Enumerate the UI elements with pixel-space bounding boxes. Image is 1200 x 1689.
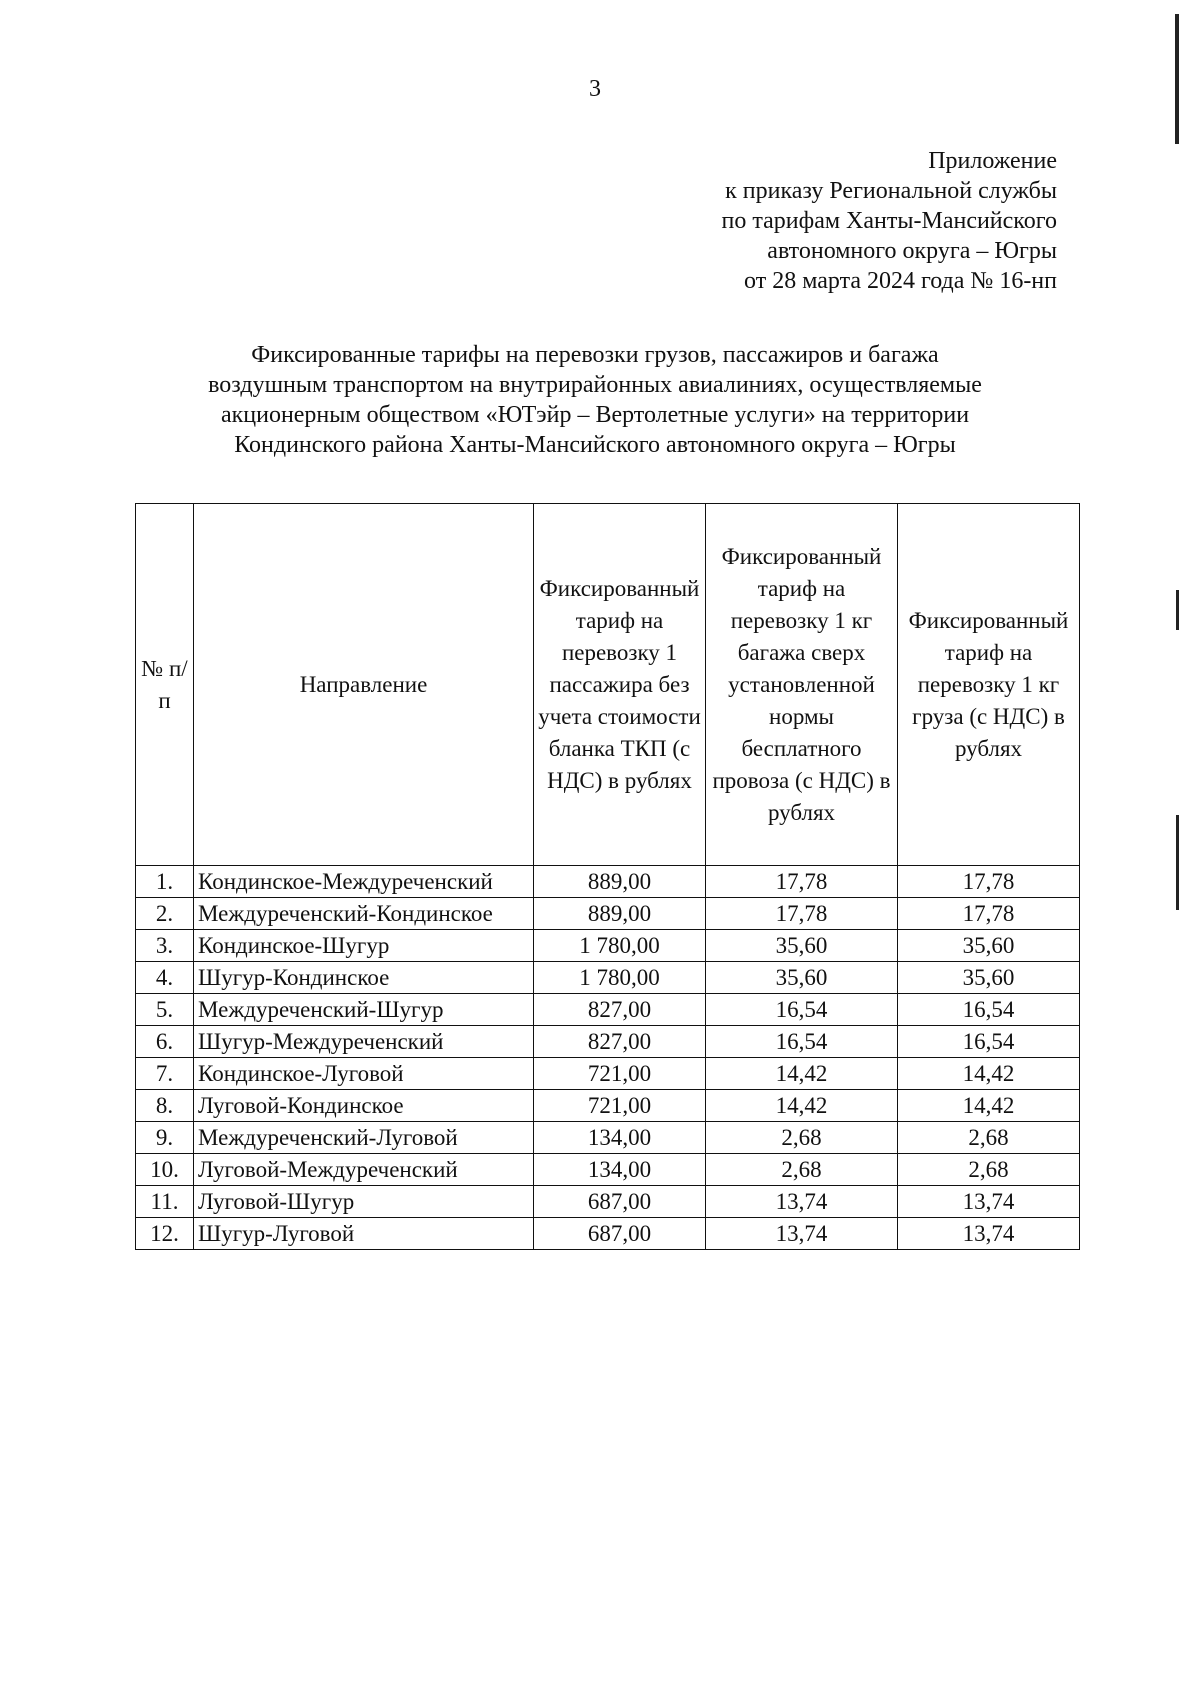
row-direction: Луговой-Шугур bbox=[194, 1186, 534, 1218]
row-num: 8. bbox=[136, 1090, 194, 1122]
table-row bbox=[136, 866, 1080, 898]
row-num: 6. bbox=[136, 1026, 194, 1058]
appendix-line: автономного округа – Югры bbox=[767, 238, 1057, 264]
scan-edge-mark bbox=[1176, 590, 1179, 630]
row-direction: Луговой-Междуреченский bbox=[194, 1154, 534, 1186]
appendix-line: от 28 марта 2024 года № 16-нп bbox=[744, 268, 1057, 294]
row-baggage: 35,60 bbox=[706, 930, 898, 962]
row-baggage: 35,60 bbox=[706, 962, 898, 994]
row-direction: Луговой-Кондинское bbox=[194, 1090, 534, 1122]
row-baggage: 13,74 bbox=[706, 1186, 898, 1218]
header-baggage-tariff: Фиксированный тариф на перевозку 1 кг багажа сверх установленной нормы бесплатного провоза (с НДС) в рублях bbox=[706, 504, 898, 866]
row-direction: Кондинское-Луговой bbox=[194, 1058, 534, 1090]
row-direction: Шугур-Междуреченский bbox=[194, 1026, 534, 1058]
row-baggage: 13,74 bbox=[706, 1218, 898, 1250]
row-cargo: 16,54 bbox=[898, 1026, 1080, 1058]
header-cargo-tariff: Фиксированный тариф на перевозку 1 кг груза (с НДС) в рублях bbox=[898, 504, 1080, 866]
row-direction: Кондинское-Междуреченский bbox=[194, 866, 534, 898]
row-num: 12. bbox=[136, 1218, 194, 1250]
row-num: 9. bbox=[136, 1122, 194, 1154]
row-passenger: 889,00 bbox=[534, 866, 706, 898]
table-row bbox=[136, 898, 1080, 930]
row-cargo: 13,74 bbox=[898, 1218, 1080, 1250]
row-passenger: 1 780,00 bbox=[534, 930, 706, 962]
row-passenger: 1 780,00 bbox=[534, 962, 706, 994]
document-title bbox=[110, 340, 1080, 460]
appendix-line: Приложение bbox=[928, 148, 1057, 174]
row-cargo: 2,68 bbox=[898, 1154, 1080, 1186]
title-line: Фиксированные тарифы на перевозки грузов, пассажиров и багажа bbox=[251, 342, 939, 368]
appendix-line: по тарифам Ханты-Мансийского bbox=[721, 208, 1057, 234]
row-cargo: 13,74 bbox=[898, 1186, 1080, 1218]
row-direction: Междуреченский-Шугур bbox=[194, 994, 534, 1026]
row-baggage: 17,78 bbox=[706, 898, 898, 930]
row-passenger: 827,00 bbox=[534, 994, 706, 1026]
row-baggage: 2,68 bbox=[706, 1122, 898, 1154]
row-num: 10. bbox=[136, 1154, 194, 1186]
table-header-row bbox=[136, 504, 1080, 866]
row-cargo: 17,78 bbox=[898, 898, 1080, 930]
row-baggage: 14,42 bbox=[706, 1058, 898, 1090]
row-cargo: 14,42 bbox=[898, 1058, 1080, 1090]
table-row bbox=[136, 1186, 1080, 1218]
row-num: 7. bbox=[136, 1058, 194, 1090]
title-line: воздушным транспортом на внутрирайонных авиалиниях, осуществляемые bbox=[208, 372, 982, 398]
table-row bbox=[136, 1058, 1080, 1090]
row-num: 2. bbox=[136, 898, 194, 930]
table-row bbox=[136, 994, 1080, 1026]
scan-edge-mark bbox=[1176, 815, 1179, 910]
scan-edge-mark bbox=[1175, 14, 1179, 144]
header-direction: Направление bbox=[194, 504, 534, 866]
row-passenger: 721,00 bbox=[534, 1090, 706, 1122]
row-direction: Междуреченский-Луговой bbox=[194, 1122, 534, 1154]
row-direction: Шугур-Луговой bbox=[194, 1218, 534, 1250]
table-row bbox=[136, 1218, 1080, 1250]
row-cargo: 17,78 bbox=[898, 866, 1080, 898]
row-num: 1. bbox=[136, 866, 194, 898]
tariff-table bbox=[135, 503, 1080, 1250]
table-row bbox=[136, 1154, 1080, 1186]
row-cargo: 16,54 bbox=[898, 994, 1080, 1026]
row-num: 4. bbox=[136, 962, 194, 994]
row-passenger: 827,00 bbox=[534, 1026, 706, 1058]
page-number: 3 bbox=[589, 76, 601, 102]
row-direction: Шугур-Кондинское bbox=[194, 962, 534, 994]
table-row bbox=[136, 1026, 1080, 1058]
row-baggage: 17,78 bbox=[706, 866, 898, 898]
row-cargo: 35,60 bbox=[898, 962, 1080, 994]
appendix-line: к приказу Региональной службы bbox=[725, 178, 1057, 204]
row-num: 11. bbox=[136, 1186, 194, 1218]
row-baggage: 16,54 bbox=[706, 1026, 898, 1058]
row-baggage: 16,54 bbox=[706, 994, 898, 1026]
row-cargo: 2,68 bbox=[898, 1122, 1080, 1154]
table-row bbox=[136, 1090, 1080, 1122]
row-passenger: 134,00 bbox=[534, 1122, 706, 1154]
table-row bbox=[136, 962, 1080, 994]
row-passenger: 687,00 bbox=[534, 1218, 706, 1250]
row-direction: Междуреченский-Кондинское bbox=[194, 898, 534, 930]
row-direction: Кондинское-Шугур bbox=[194, 930, 534, 962]
row-num: 3. bbox=[136, 930, 194, 962]
row-cargo: 14,42 bbox=[898, 1090, 1080, 1122]
row-baggage: 14,42 bbox=[706, 1090, 898, 1122]
row-passenger: 687,00 bbox=[534, 1186, 706, 1218]
header-num: № п/п bbox=[136, 504, 194, 866]
row-num: 5. bbox=[136, 994, 194, 1026]
appendix-block bbox=[722, 146, 1057, 296]
row-baggage: 2,68 bbox=[706, 1154, 898, 1186]
title-line: акционерным обществом «ЮТэйр – Вертолетные услуги» на территории bbox=[220, 402, 970, 428]
row-passenger: 134,00 bbox=[534, 1154, 706, 1186]
title-line: Кондинского района Ханты-Мансийского автономного округа – Югры bbox=[234, 432, 956, 458]
row-passenger: 889,00 bbox=[534, 898, 706, 930]
table-row bbox=[136, 1122, 1080, 1154]
table-row bbox=[136, 930, 1080, 962]
header-passenger-tariff: Фиксированный тариф на перевозку 1 пассажира без учета стоимости бланка ТКП (с НДС) в рублях bbox=[534, 504, 706, 866]
row-cargo: 35,60 bbox=[898, 930, 1080, 962]
row-passenger: 721,00 bbox=[534, 1058, 706, 1090]
